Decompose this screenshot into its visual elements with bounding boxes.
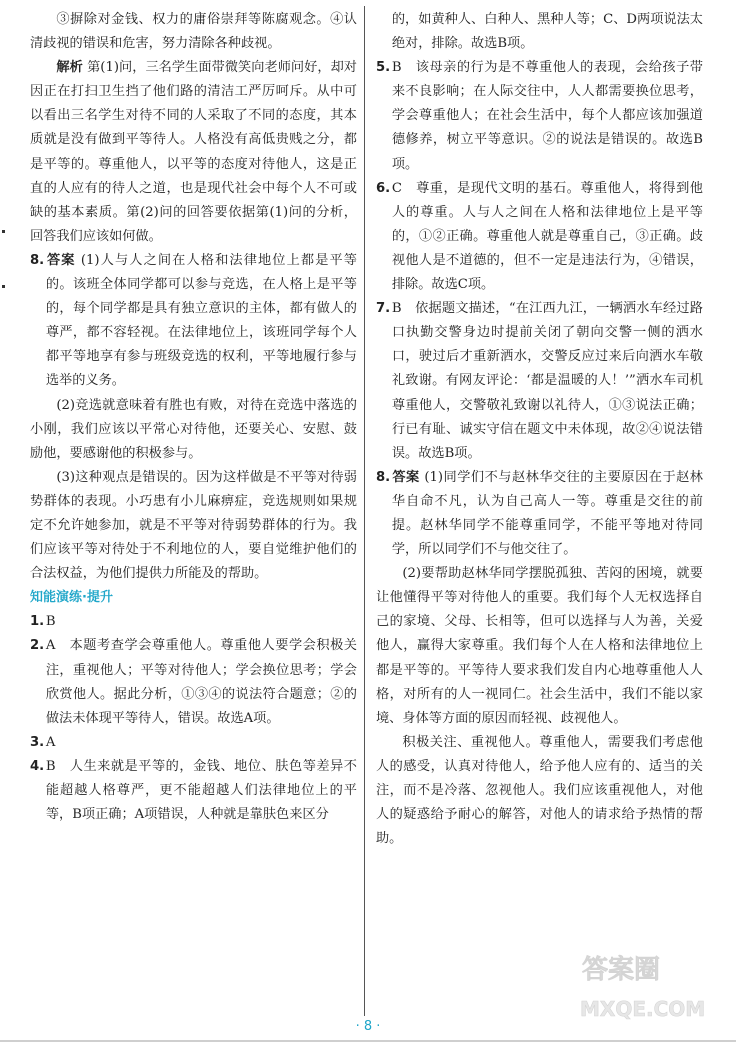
analysis-paragraph [30,56,357,249]
column-divider [364,6,365,1016]
answer-item [30,634,357,730]
paragraph: (3)这种观点是错误的。因为这样做是不平等对待弱势群体的表现。小巧患有小儿麻痹症，竞选规则如果规定不允许她参加，就是不平等对待弱势群体的行为。我们应该平等对待处于不利地位的人，要自觉维护他们的合法权益，为他们提供力所能及的帮助。 [30,469,357,582]
answer-text: A 本题考查学会尊重他人。尊重他人要学会积极关注，重视他人；平等对待他人；学会换位思考；学会欣赏他人。据此分析，①③④的说法符合题意；②的做法未体现平等待人，错误。故选A项。 [45,638,357,726]
item-number: 8. [376,469,391,485]
item-number: 4. [30,758,45,774]
answer-item [30,731,357,755]
left-column [30,8,357,827]
answer-text: B 依据题文描述，“在江西九江，一辆洒水车经过路口执勤交警身边时提前关闭了朝向交警一侧的洒水口，驶过后才重新洒水，交警反应过来后向洒水车敬礼致谢。有网友评论：‘都是温暖的人！’”洒水车司机尊重他人，交警敬礼致谢以礼待人，①③说法正确；行已有耻、诚实守信在题文中未体现，故②④说法错误。故选B项。 [391,301,703,461]
watermark-logo [574,944,724,1026]
answer-item [376,466,703,562]
right-column [376,8,703,851]
item-number: 8. [30,252,45,268]
item-number: 6. [376,180,391,196]
item-number: 5. [376,60,391,76]
answer-label: 答案 [391,469,420,485]
answer-text: A [45,734,56,750]
page-number: · 8 · [355,1019,381,1034]
answer-text: C 尊重，是现代文明的基石。尊重他人，将得到他人的尊重。人与人之间在人格和法律地位上是平等的，①②正确。尊重他人就是尊重自己，③正确。歧视他人是不道德的，但不一定是违法行为，④错误，排除。故选C项。 [391,180,703,293]
answer-item [376,297,703,466]
answer-label: 答案 [45,252,76,268]
answer-text: (1)人与人之间在人格和法律地位上都是平等的。该班全体同学都可以参与竞选，在人格上是平等的，每个同学都是具有独立意识的主体，都有做人的尊严，都不容轻视。在法律地位上，该班同学每个人都平等地享有参与班级竞选的权利，平等地履行参与选举的义务。 [45,252,357,389]
paragraph: ③摒除对金钱、权力的庸俗崇拜等陈腐观念。④认清歧视的错误和危害，努力清除各种歧视。 [30,12,357,52]
paragraph: (2)竞选就意味着有胜也有败，对待在竞选中落选的小刚，我们应该以平常心对待他，还要关心、安慰、鼓励他，要感谢他的积极参与。 [30,397,357,461]
paragraph: (2)要帮助赵林华同学摆脱孤独、苦闷的困境，就要让他懂得平等对待他人的重要。我们每个人无权选择自己的家境、父母、长相等，但可以选择与人为善，关爱他人，赢得大家尊重。我们每个人在人格和法律地位上都是平等的。平等待人要求我们发自内心地尊重他人人格，对所有的人一视同仁。社会生活中，我们不能以家境、身体等方面的原因而轻视、歧视他人。 [376,566,703,726]
edge-mark [2,230,5,233]
edge-mark [2,285,5,288]
answer-item [30,610,357,634]
answer-text: B [45,614,56,630]
bottom-rule [0,1040,736,1042]
section-title: 知能演练·提升 [30,590,113,606]
answer-text: B 该母亲的行为是不尊重他人的表现，会给孩子带来不良影响；在人际交往中，人人都需要换位思考，学会尊重他人；在社会生活中，每个人都应该加强道德修养，树立平等意识。②的说法是错误的。故选B项。 [391,60,703,172]
analysis-label: 解析 [56,60,83,76]
watermark-cn: 答案圈 [582,955,661,985]
item-number: 7. [376,301,391,317]
item-number: 1. [30,614,45,630]
item-number: 2. [30,638,45,654]
answer-text: (1)同学们不与赵林华交往的主要原因在于赵林华自命不凡，认为自己高人一等。尊重是交往的前提。赵林华同学不能尊重同学，不能平等地对待同学，所以同学们不与他交往了。 [391,469,703,558]
answer-item [376,177,703,297]
answer-text: B 人生来就是平等的，金钱、地位、肤色等差异不能超越人格尊严，更不能超越人们法律地位上的平等，B项正确；A项错误，人种就是靠肤色来区分 [45,758,357,823]
answer-item [30,249,357,394]
item-number: 3. [30,734,45,750]
paragraph: 的，如黄种人、白种人、黑种人等；C、D两项说法太绝对，排除。故选B项。 [391,12,703,52]
paragraph: 积极关注、重视他人。尊重他人，需要我们考虑他人的感受，认真对待他人，给予他人应有的、适当的关注，而不是冷落、忽视他人。我们应该重视他人，对他人的疑惑给予耐心的解答，对他人的请求给予热情的帮助。 [376,734,703,847]
analysis-text: 第(1)问，三名学生面带微笑向老师问好，却对因正在打扫卫生挡了他们路的清洁工严厉呵斥。从中可以看出三名学生对待不同的人采取了不同的态度，其本质就是没有做到平等待人。人格没有高低贵贱之分，都是平等的。尊重他人，以平等的态度对待他人，这是正直的人应有的待人之道，也是现代社会中每个人不可或缺的基本素质。第(2)问的回答要依据第(1)问的分析，回答我们应该如何做。 [30,60,357,244]
watermark-en: MXQE.COM [580,997,706,1021]
answer-item [376,56,703,176]
answer-item [30,755,357,827]
